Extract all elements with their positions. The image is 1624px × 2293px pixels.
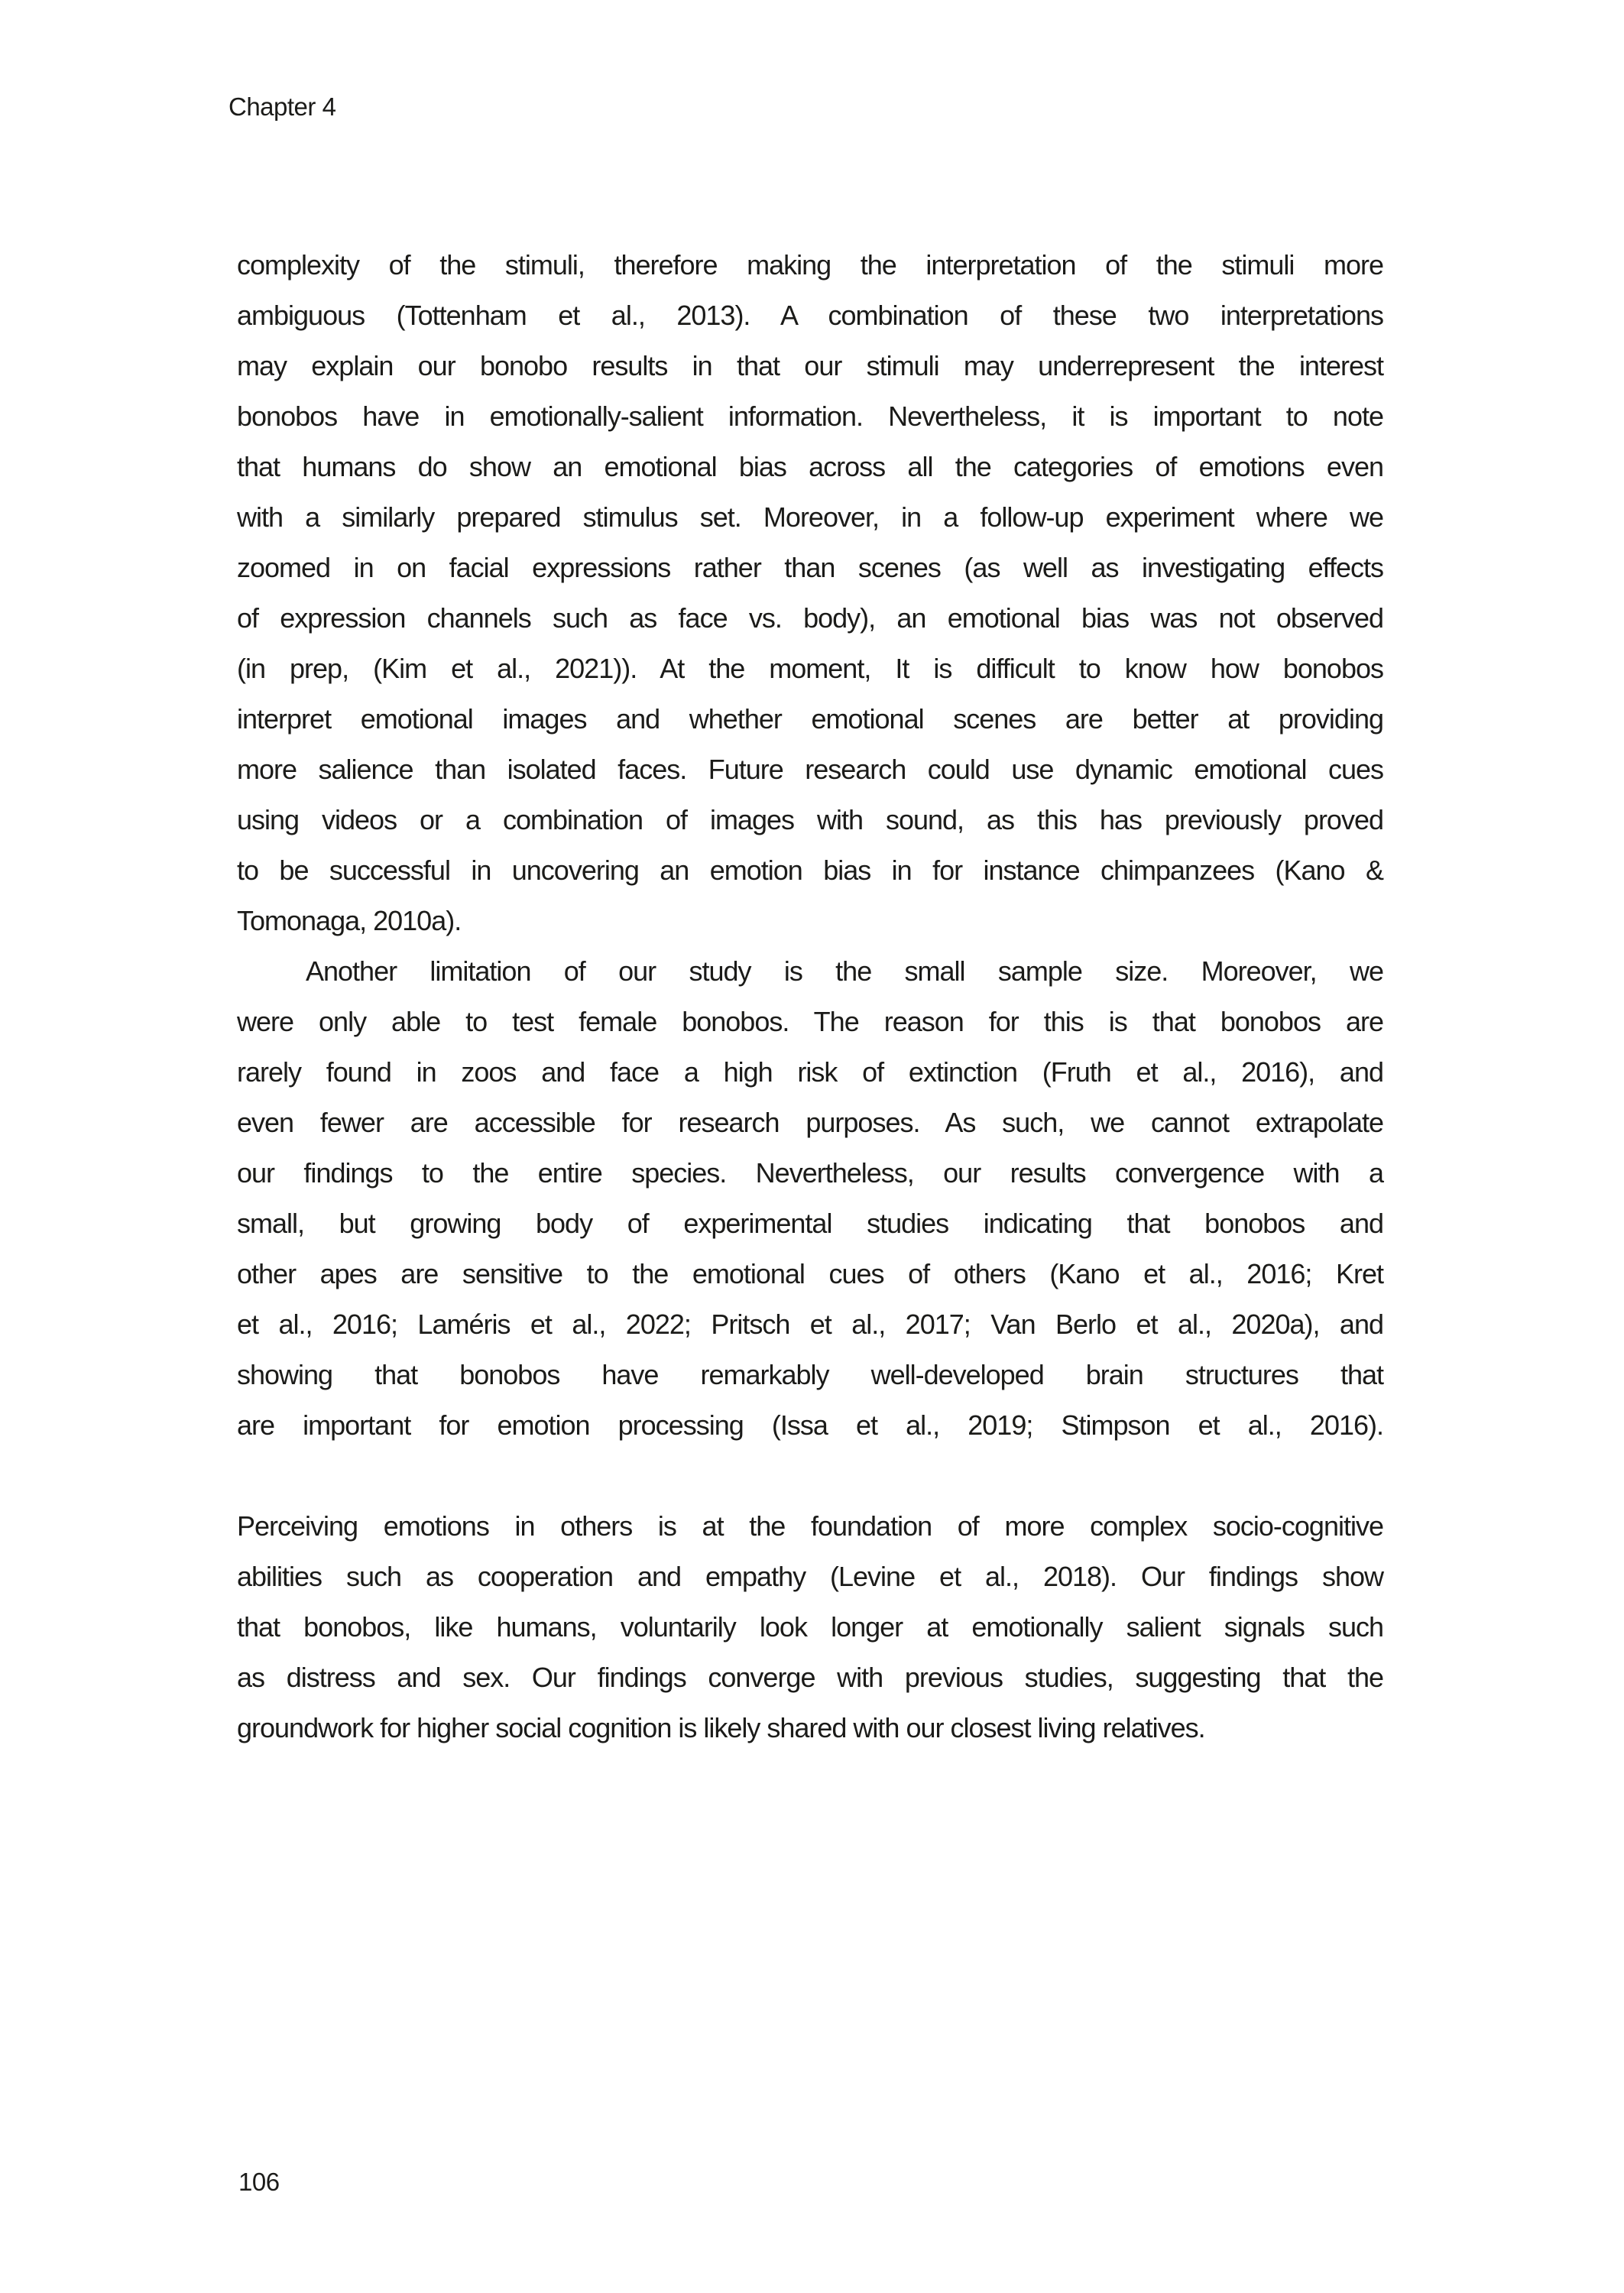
text-line: ambiguous (Tottenham et al., 2013). A combination of these two interpretations [237, 300, 1383, 331]
text-line: to be successful in uncovering an emotion bias in for instance chimpanzees (Kano & [237, 855, 1383, 886]
text-line: more salience than isolated faces. Future research could use dynamic emotional cues [237, 754, 1383, 785]
text-line: with a similarly prepared stimulus set. Moreover, in a follow-up experiment where we [237, 501, 1383, 533]
text-line: Another limitation of our study is the small sample size. Moreover, we [306, 955, 1383, 987]
text-line: that bonobos, like humans, voluntarily look longer at emotionally salient signals such [237, 1611, 1383, 1643]
text-line: showing that bonobos have remarkably well-developed brain structures that [237, 1359, 1383, 1390]
text-line: small, but growing body of experimental studies indicating that bonobos and [237, 1208, 1383, 1239]
text-line: were only able to test female bonobos. The reason for this is that bonobos are [237, 1006, 1383, 1037]
text-line: interpret emotional images and whether emotional scenes are better at providing [237, 703, 1383, 735]
paragraph [237, 946, 1383, 1451]
paragraph [237, 1501, 1383, 1753]
text-line: as distress and sex. Our findings converge with previous studies, suggesting that the [237, 1662, 1383, 1693]
text-line: (in prep, (Kim et al., 2021)). At the moment, It is difficult to know how bonobos [237, 653, 1383, 684]
text-line: may explain our bonobo results in that our stimuli may underrepresent the interest [237, 350, 1383, 381]
text-line: Tomonaga, 2010a). [237, 905, 462, 936]
text-line: abilities such as cooperation and empathy (Levine et al., 2018). Our findings show [237, 1561, 1383, 1592]
text-line: zoomed in on facial expressions rather than scenes (as well as investigating effects [237, 552, 1383, 583]
text-line: rarely found in zoos and face a high risk of extinction (Fruth et al., 2016), and [237, 1056, 1383, 1088]
body-text [237, 240, 1383, 1753]
text-line: our findings to the entire species. Nevertheless, our results convergence with a [237, 1157, 1383, 1189]
text-line: bonobos have in emotionally-salient information. Nevertheless, it is important to note [237, 401, 1383, 432]
text-line: other apes are sensitive to the emotional cues of others (Kano et al., 2016; Kret [237, 1258, 1383, 1289]
page-number: 106 [238, 2168, 280, 2196]
paragraph [237, 240, 1383, 946]
text-line: of expression channels such as face vs. body), an emotional bias was not observed [237, 602, 1383, 634]
text-line: that humans do show an emotional bias across all the categories of emotions even [237, 451, 1383, 482]
running-header: Chapter 4 [229, 92, 336, 121]
text-line: using videos or a combination of images with sound, as this has previously proved [237, 804, 1383, 835]
text-line: complexity of the stimuli, therefore making the interpretation of the stimuli more [237, 249, 1383, 281]
text-line: groundwork for higher social cognition is likely shared with our closest living relatives. [237, 1712, 1205, 1743]
text-line: Perceiving emotions in others is at the foundation of more complex socio-cognitive [237, 1510, 1383, 1542]
text-line: are important for emotion processing (Issa et al., 2019; Stimpson et al., 2016). [237, 1409, 1383, 1441]
text-line: et al., 2016; Laméris et al., 2022; Pritsch et al., 2017; Van Berlo et al., 2020a), and [237, 1309, 1383, 1340]
text-line: even fewer are accessible for research purposes. As such, we cannot extrapolate [237, 1107, 1383, 1138]
